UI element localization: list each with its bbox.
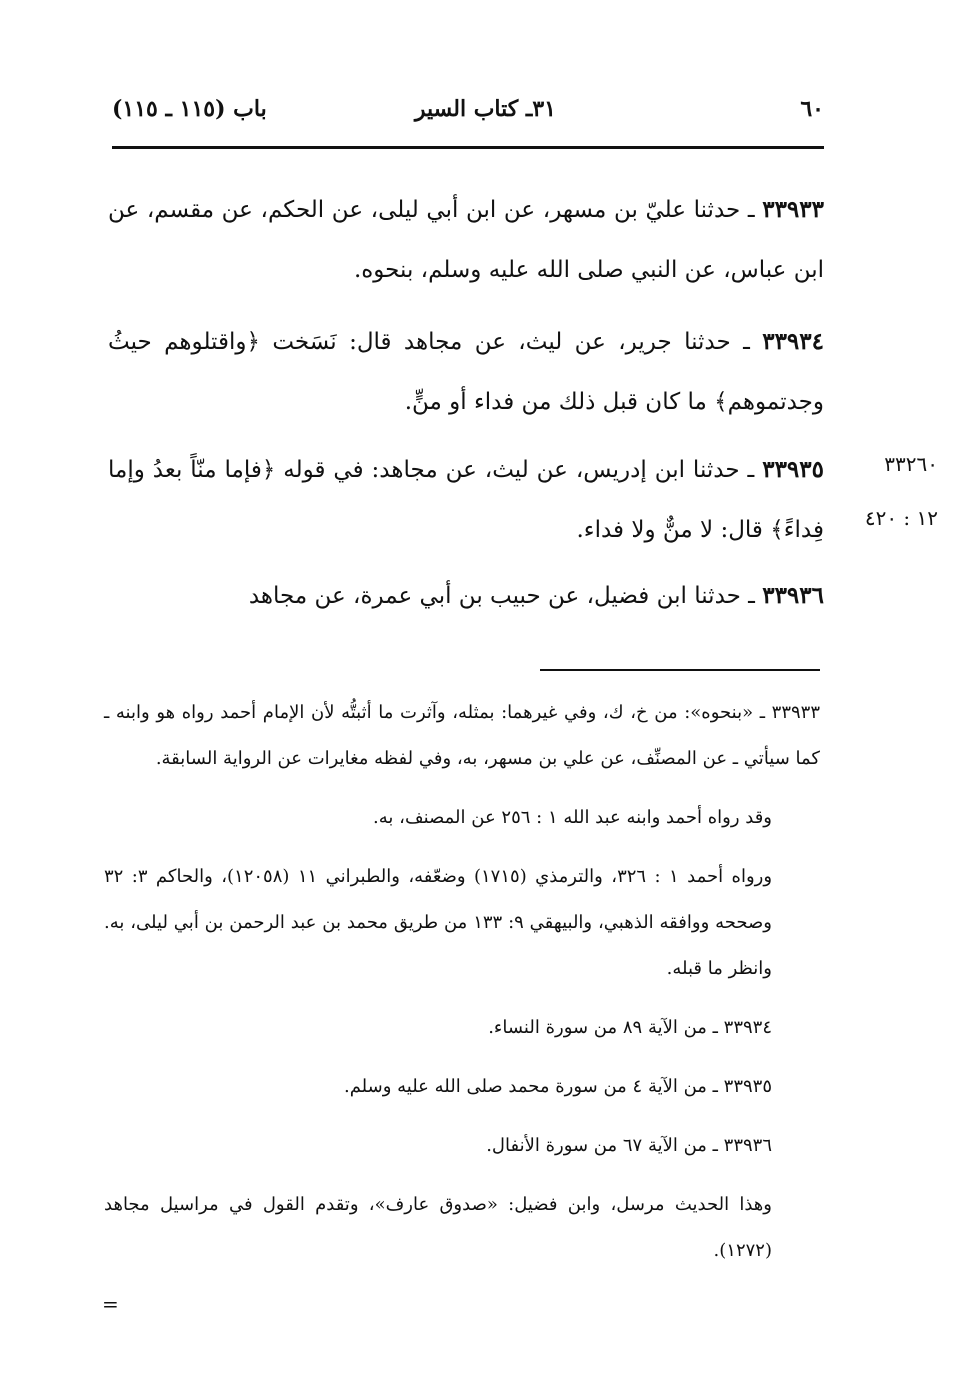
header-rule [112,146,824,149]
footnote: وقد رواه أحمد وابنه عبد الله ١ : ٢٥٦ عن المصنف، به. [373,807,772,828]
hadith-number: ٣٣٩٣٣ [762,196,824,223]
continuation-mark: = [102,1292,119,1316]
hadith-number: ٣٣٩٣٦ [762,582,824,609]
footnote: ٣٣٩٣٦ ـ من الآية ٦٧ من سورة الأنفال. [486,1135,772,1156]
footnotes [104,690,820,1287]
hadith-33935 [108,440,824,560]
footnote: ورواه أحمد ١ : ٣٢٦، والترمذي (١٧١٥) وضعّفه، والطبراني ١١ (١٢٠٥٨)، والحاكم ٣: ٣٢ وصححه ووافقه الذهبي، والبيهقي ٩: ١٣٣ من طريق محمد بن عبد الرحمن بن أبي ليلى، به. وانظر ما قبله. [104,866,773,979]
hadith-number: ٣٣٩٣٥ [762,456,824,483]
book-title: ٣١ـ كتاب السير [414,96,556,122]
margin-ref-citation: ١٢ : ٤٢٠ [864,506,938,530]
footnote: وهذا الحديث مرسل، وابن فضيل: «صدوق عارف»، وتقدم القول في مراسيل مجاهد (١٢٧٢). [104,1194,772,1261]
footnote: ٣٣٩٣٤ ـ من الآية ٨٩ من سورة النساء. [488,1017,772,1038]
chapter-title: باب (١١٥ ـ ١١٥) [112,96,267,122]
hadith-33933 [108,180,824,300]
hadith-33936 [108,566,824,626]
hadith-text: ـ حدثنا ابن إدريس، عن ليث، عن مجاهد: في قوله ﴿فإما منّاً بعدُ وإما فِداءً﴾ قال: لا منٌّ ولا فداء. [108,457,824,543]
hadith-text: ـ حدثنا عليّ بن مسهر، عن ابن أبي ليلى، عن الحكم، عن مقسم، عن ابن عباس، عن النبي صلى الله عليه وسلم، بنحوه. [108,197,824,283]
hadith-number: ٣٣٩٣٤ [762,328,824,355]
footnote: ٣٣٩٣٣ ـ «بنحوه»: من خ، ك، وفي غيرهما: بمثله، وآثرت ما أثبتُّه لأن الإمام أحمد رواه هو وابنه ـ كما سيأتي ـ عن المصنِّف، عن علي بن مسهر، به، وفي لفظه مغايرات عن الرواية السابقة. [104,702,820,769]
margin-ref-number: ٣٣٢٦٠ [884,452,938,476]
hadith-text: ـ حدثنا جرير، عن ليث، عن مجاهد قال: نَسَخت ﴿واقتلوهم حيثُ وجدتموهم﴾ ما كان قبل ذلك من فداء أو منٍّ. [108,329,824,415]
footnote-separator [540,669,820,671]
running-header [112,96,824,136]
hadith-text: ـ حدثنا ابن فضيل، عن حبيب بن أبي عمرة، عن مجاهد [248,583,763,609]
hadith-33934 [108,312,824,432]
footnote: ٣٣٩٣٥ ـ من الآية ٤ من سورة محمد صلى الله عليه وسلم. [343,1076,772,1097]
page-number: ٦٠ [800,96,824,122]
